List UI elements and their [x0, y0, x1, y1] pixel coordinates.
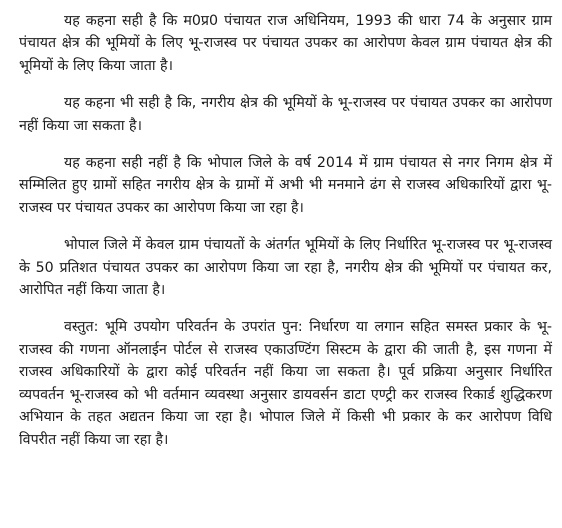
paragraph-5: वस्तुत: भूमि उपयोग परिवर्तन के उपरांत पुन: निर्धारण या लगान सहित समस्त प्रकार के भू-राजस्व की गणना ऑनलाईन पोर्टल से राजस्व एकाउण्टिंग सिस्टम के द्वारा की जाती है, इस गणना में राजस्व अधिकारियों के द्वारा कोई परिवर्तन नहीं किया जा सकता है। पूर्व प्रक्रिया अनुसार निर्धारित व्यपवर्तन भू-राजस्व को भी वर्तमान व्यवस्था अनुसार डायवर्सन डाटा एण्ट्री कर राजस्व रिकार्ड शुद्धिकरण अभियान के तहत अद्यतन किया जा रहा है। भोपाल जिले में किसी भी प्रकार के कर आरोपण विधि विपरीत नहीं किया जा रहा है।: [19, 319, 552, 448]
paragraph-1: यह कहना सही है कि म0प्र0 पंचायत राज अधिनियम, 1993 की धारा 74 के अनुसार ग्राम पंचायत क्षेत्र की भूमियों के लिए भू-राजस्व पर पंचायत उपकर का आरोपण केवल ग्राम पंचायत क्षेत्र की भूमियों के लिए किया जाता है।: [19, 13, 552, 74]
paragraph-4: भोपाल जिले में केवल ग्राम पंचायतों के अंतर्गत भूमियों के लिए निर्धारित भू-राजस्व पर भू-राजस्व के 50 प्रतिशत पंचायत उपकर का आरोपण किया जा रहा है, नगरीय क्षेत्र की भूमियों पर पंचायत कर, आरोपित नहीं किया जाता है।: [19, 237, 552, 299]
paragraph-2: यह कहना भी सही है कि, नगरीय क्षेत्र की भूमियों के भू-राजस्व पर पंचायत उपकर का आरोपण नहीं किया जा सकता है।: [19, 95, 552, 134]
paragraph-3: यह कहना सही नहीं है कि भोपाल जिले के वर्ष 2014 में ग्राम पंचायत से नगर निगम क्षेत्र में सम्मिलित हुए ग्रामों सहित नगरीय क्षेत्र के ग्रामों में अभी भी मनमाने ढंग से राजस्व अधिकारियों द्वारा भू-राजस्व पर पंचायत उपकर का आरोपण किया जा रहा है।: [19, 155, 552, 216]
